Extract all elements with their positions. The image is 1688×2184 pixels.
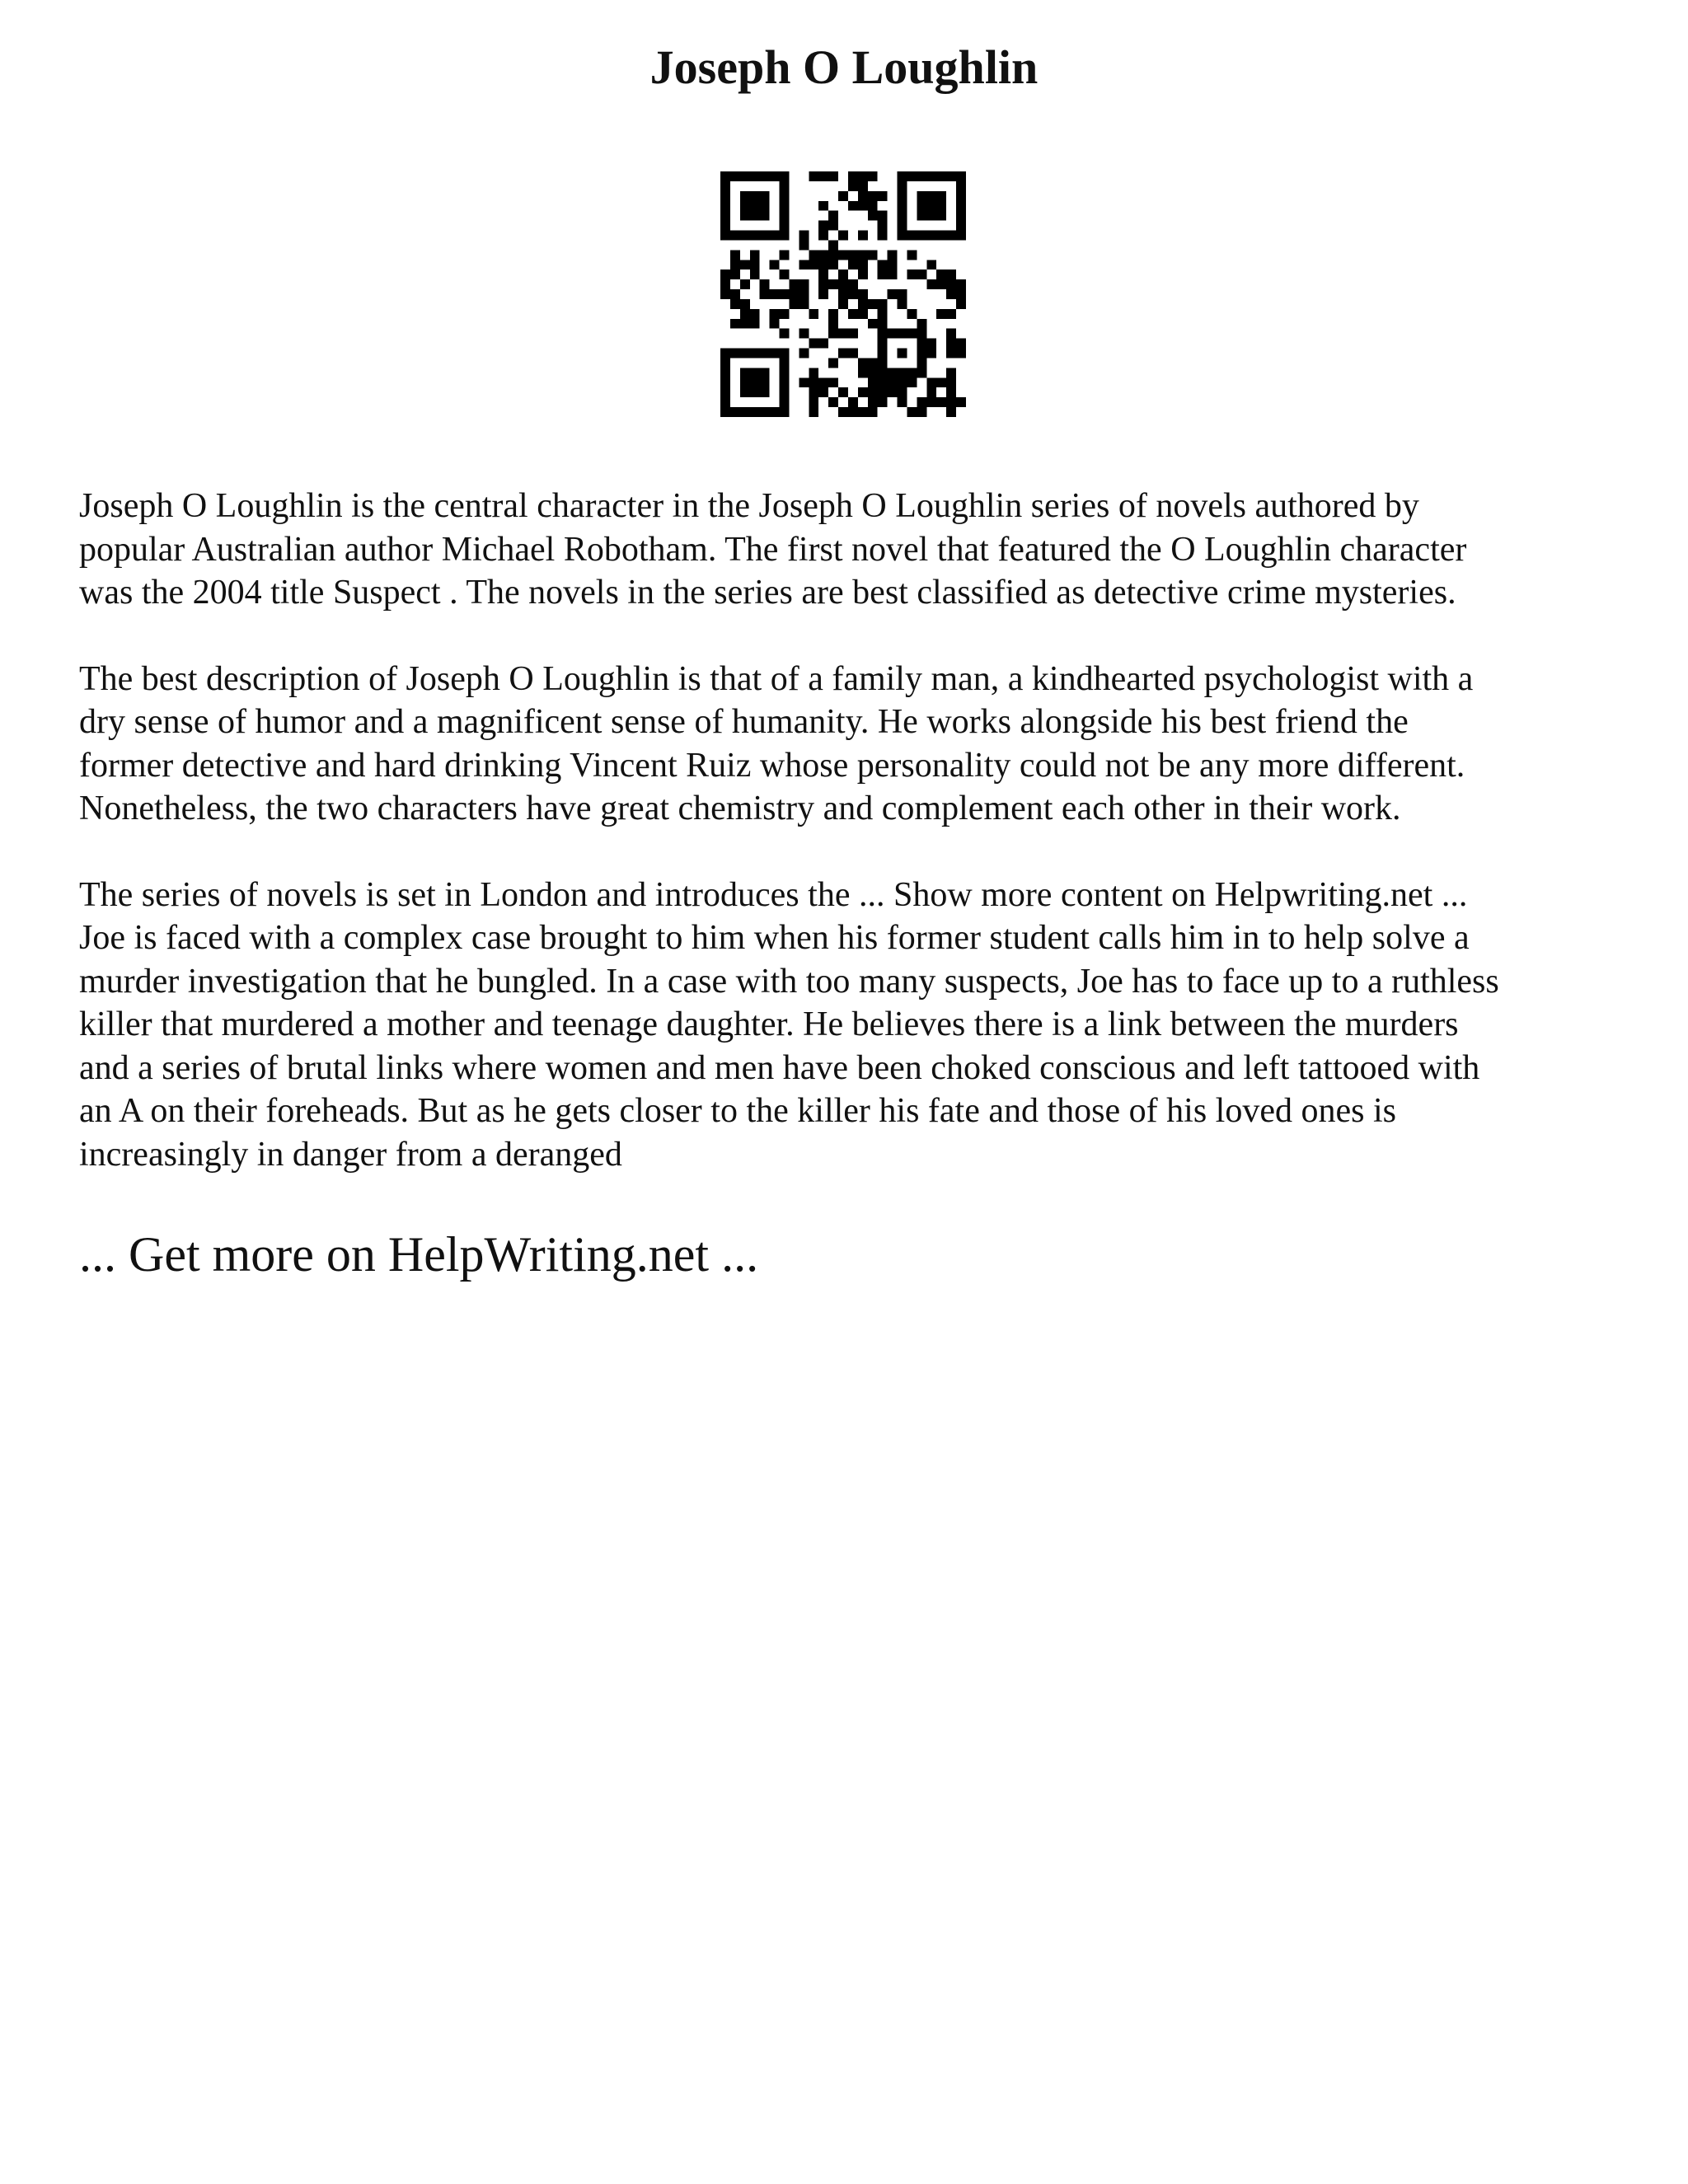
- paragraph-line: Joseph O Loughlin is the central character in the Joseph O Loughlin series of novels authored by: [79, 487, 1419, 525]
- qr-code-icon: [720, 171, 966, 417]
- paragraph-line: killer that murdered a mother and teenage daughter. He believes there is a link between the murders: [79, 1005, 1459, 1043]
- get-more-link-text[interactable]: ... Get more on HelpWriting.net ...: [79, 1227, 759, 1282]
- paragraph-line: dry sense of humor and a magnificent sense of humanity. He works alongside his best friend the: [79, 703, 1409, 741]
- paragraph-line: The series of novels is set in London and introduces the ... Show more content on Helpwriting.net ...: [79, 875, 1468, 914]
- paragraph-line: an A on their foreheads. But as he gets closer to the killer his fate and those of his loved ones is: [79, 1092, 1396, 1130]
- paragraph-1: [79, 485, 1629, 615]
- paragraph-line: and a series of brutal links where women and men have been choked conscious and left tattooed with: [79, 1048, 1480, 1087]
- paragraph-line: was the 2004 title Suspect . The novels in the series are best classified as detective crime mysteries.: [79, 574, 1456, 612]
- paragraph-2: [79, 658, 1629, 831]
- paragraph-line: increasingly in danger from a deranged: [79, 1135, 622, 1174]
- page-title: Joseph O Loughlin: [649, 40, 1039, 94]
- paragraph-line: former detective and hard drinking Vincent Ruiz whose personality could not be any more different.: [79, 746, 1465, 785]
- paragraph-line: popular Australian author Michael Robotham. The first novel that featured the O Loughlin character: [79, 530, 1467, 569]
- paragraph-3: [79, 874, 1629, 1177]
- paragraph-line: Nonetheless, the two characters have great chemistry and complement each other in their work.: [79, 790, 1401, 827]
- body-text: [79, 485, 1629, 1219]
- paragraph-line: The best description of Joseph O Loughlin is that of a family man, a kindhearted psychologist with a: [79, 659, 1474, 698]
- paragraph-line: Joe is faced with a complex case brought to him when his former student calls him in to help solve a: [79, 919, 1470, 957]
- paragraph-line: murder investigation that he bungled. In a case with too many suspects, Joe has to face up to a ruthless: [79, 962, 1499, 1001]
